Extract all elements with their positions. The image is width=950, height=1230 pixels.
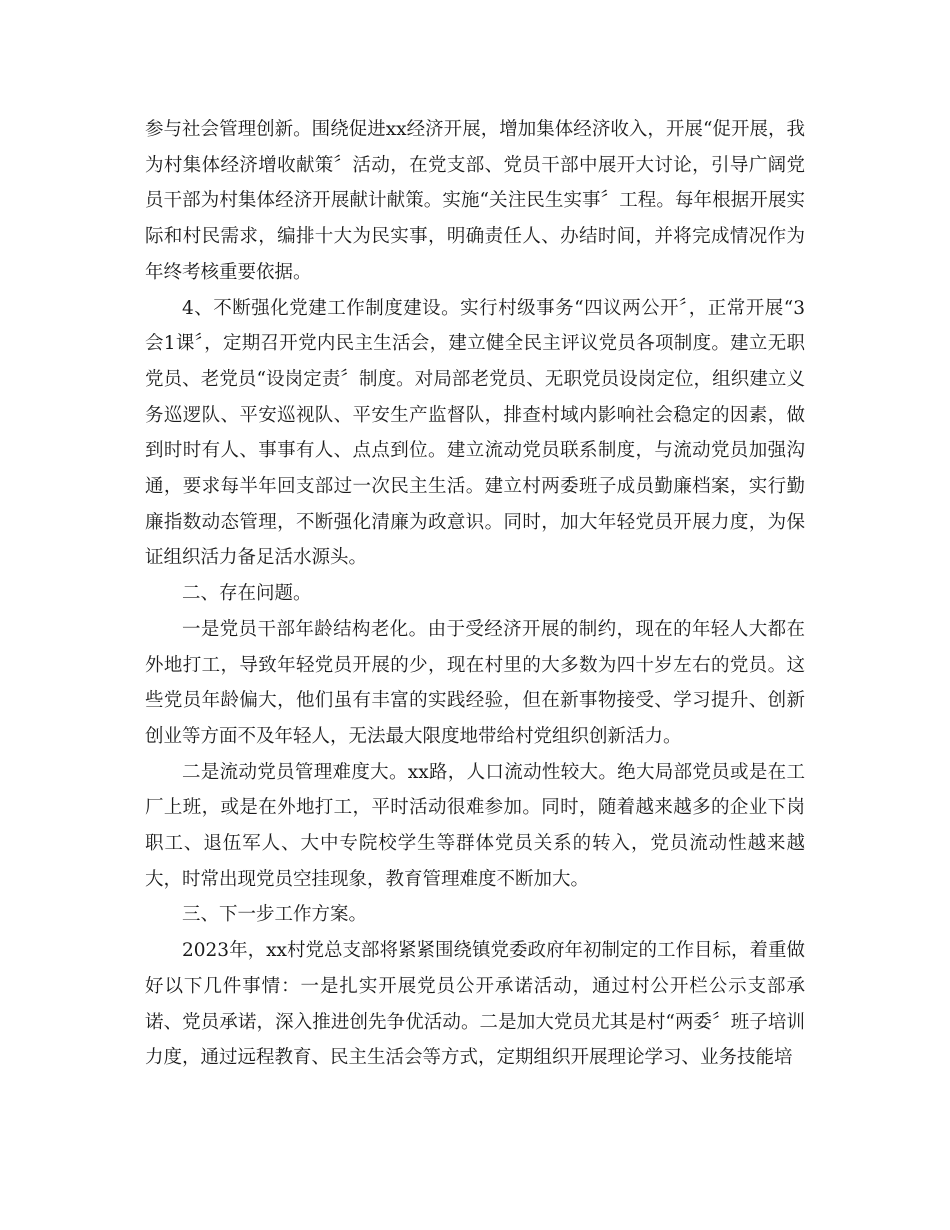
- paragraph-social-management: 参与社会管理创新。围绕促进xx经济开展，增加集体经济收入，开展“促开展，我为村集体经济增收献策〞活动，在党支部、党员干部中展开大讨论，引导广阔党员干部为村集体经济开展献计献策。实施“关注民生实事〞工程。每年根据开展实际和村民需求，编排十大为民实事，明确责任人、办结时间，并将完成情况作为年终考核重要依据。: [145, 119, 805, 283]
- paragraph-aging-structure: 一是党员干部年龄结构老化。由于受经济开展的制约，现在的年轻人大都在外地打工，导致年轻党员开展的少，现在村里的大多数为四十岁左右的党员。这些党员年龄偏大，他们虽有丰富的实践经验，但在新事物接受、学习提升、创新创业等方面不及年轻人，无法最大限度地带给村党组织创新活力。: [145, 618, 805, 747]
- section-heading-next-plan: 三、下一步工作方案。: [182, 904, 368, 926]
- section-heading-existing-problems: 二、存在问题。: [182, 583, 312, 605]
- paragraph-party-system-building: 4、不断强化党建工作制度建设。实行村级事务“四议两公开〞，正常开展“3会1课〞，定期召开党内民主生活会，建立健全民主评议党员各项制度。建立无职党员、老党员“设岗定责〞制度。对局部老党员、无职党员设岗定位，组织建立义务巡逻队、平安巡视队、平安生产监督队，排查村域内影响社会稳定的因素，做到时时有人、事事有人、点点到位。建立流动党员联系制度，与流动党员加强沟通，要求每半年回支部过一次民主生活。建立村两委班子成员勤廉档案，实行勤廉指数动态管理，不断强化清廉为政意识。同时，加大年轻党员开展力度，为保证组织活力备足活水源头。: [145, 297, 805, 569]
- document-body: [145, 112, 805, 1076]
- paragraph-2023-plan: 2023年，xx村党总支部将紧紧围绕镇党委政府年初制定的工作目标，着重做好以下几件事情：一是扎实开展党员公开承诺活动，通过村公开栏公示支部承诺、党员承诺，深入推进创先争优活动。二是加大党员尤其是村“两委〞班子培训力度，通过远程教育、民主生活会等方式，定期组织开展理论学习、业务技能培: [145, 940, 805, 1069]
- paragraph-mobile-members: 二是流动党员管理难度大。xx路，人口流动性较大。绝大局部党员或是在工厂上班，或是在外地打工，平时活动很难参加。同时，随着越来越多的企业下岗职工、退伍军人、大中专院校学生等群体党员关系的转入，党员流动性越来越大，时常出现党员空挂现象，教育管理难度不断加大。: [145, 761, 805, 890]
